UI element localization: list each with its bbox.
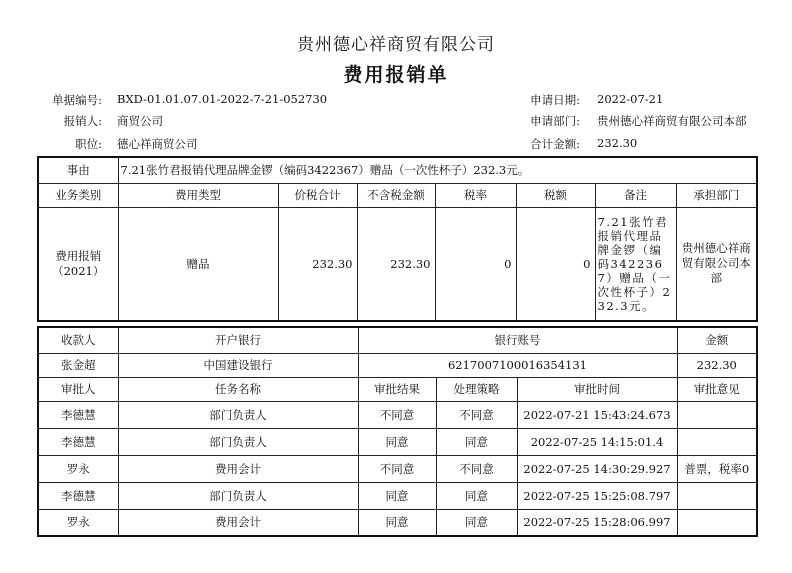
approval-result: 不同意 — [358, 455, 436, 482]
col-header-result: 审批结果 — [358, 377, 436, 401]
approval-strategy: 同意 — [436, 482, 517, 509]
approval-opinion — [677, 401, 757, 428]
reason-label: 事由 — [38, 157, 118, 183]
apply-dept-value: 贵州德心祥商贸有限公司本部 — [597, 114, 747, 128]
position-value: 德心祥商贸公司 — [117, 137, 198, 151]
expense-header-row — [38, 183, 757, 207]
approver: 李德慧 — [38, 482, 118, 509]
approval-row — [38, 455, 757, 482]
task-name: 费用会计 — [118, 509, 358, 536]
col-header-dept: 承担部门 — [676, 183, 757, 207]
col-header-opinion: 审批意见 — [677, 377, 757, 401]
payee-account: 6217007100016354131 — [358, 353, 677, 377]
approval-row — [38, 509, 757, 536]
approval-header-row — [38, 377, 757, 401]
approval-row — [38, 482, 757, 509]
approval-result: 不同意 — [358, 401, 436, 428]
approval-time: 2022-07-25 15:25:08.797 — [517, 482, 677, 509]
position-label: 职位: — [75, 137, 102, 151]
apply-dept-label: 申请部门: — [530, 114, 580, 128]
payee-header-row — [38, 327, 757, 353]
approval-strategy: 同意 — [436, 428, 517, 455]
col-header-total: 价税合计 — [278, 183, 357, 207]
expense-table — [37, 156, 758, 322]
col-header-tax-rate: 税率 — [435, 183, 516, 207]
approver: 李德慧 — [38, 428, 118, 455]
col-header-type: 费用类型 — [118, 183, 278, 207]
expense-category: 费用报销（2021） — [38, 207, 118, 321]
expense-type: 赠品 — [118, 207, 278, 321]
approval-time: 2022-07-25 14:30:29.927 — [517, 455, 677, 482]
col-header-task: 任务名称 — [118, 377, 358, 401]
reason-row — [38, 157, 757, 183]
col-header-remark: 备注 — [595, 183, 676, 207]
col-header-strategy: 处理策略 — [436, 377, 517, 401]
col-header-time: 审批时间 — [517, 377, 677, 401]
expense-remark: 7.21张竹君报销代理品牌金锣（编码3422367）赠品（一次性杯子）232.3元。 — [595, 207, 676, 321]
approval-opinion — [677, 509, 757, 536]
apply-date-value: 2022-07-21 — [597, 92, 664, 106]
expense-net: 232.30 — [357, 207, 435, 321]
approval-time: 2022-07-25 15:28:06.997 — [517, 509, 677, 536]
approval-strategy: 不同意 — [436, 401, 517, 428]
approver: 罗永 — [38, 509, 118, 536]
doc-no-label: 单据编号: — [52, 93, 102, 107]
document-title: 费用报销单 — [343, 64, 449, 86]
approval-opinion: 普票，税率0 — [677, 455, 757, 482]
col-header-bank: 开户银行 — [118, 327, 358, 353]
expense-dept: 贵州德心祥商贸有限公司本部 — [676, 207, 757, 321]
applicant-label: 报销人: — [63, 114, 102, 128]
expense-row — [38, 207, 757, 321]
approver: 罗永 — [38, 455, 118, 482]
approval-strategy: 同意 — [436, 509, 517, 536]
payee-row — [38, 353, 757, 377]
payee-approval-table — [37, 326, 758, 537]
col-header-category: 业务类别 — [38, 183, 118, 207]
col-header-approver: 审批人 — [38, 377, 118, 401]
task-name: 费用会计 — [118, 455, 358, 482]
col-header-amount: 金额 — [677, 327, 757, 353]
approval-opinion — [677, 428, 757, 455]
total-label: 合计金额: — [530, 137, 580, 151]
approval-result: 同意 — [358, 428, 436, 455]
approval-strategy: 不同意 — [436, 455, 517, 482]
task-name: 部门负责人 — [118, 401, 358, 428]
payee-name: 张金超 — [38, 353, 118, 377]
approval-row — [38, 401, 757, 428]
applicant-value: 商贸公司 — [117, 114, 163, 128]
company-name: 贵州德心祥商贸有限公司 — [297, 35, 495, 55]
approval-time: 2022-07-25 14:15:01.4 — [517, 428, 677, 455]
col-header-account: 银行账号 — [358, 327, 677, 353]
expense-tax: 0 — [516, 207, 595, 321]
doc-no-value: BXD-01.01.07.01-2022-7-21-052730 — [117, 92, 328, 106]
col-header-net: 不含税金额 — [357, 183, 435, 207]
approval-row — [38, 428, 757, 455]
expense-tax-rate: 0 — [435, 207, 516, 321]
reason-text: 7.21张竹君报销代理品牌金锣（编码3422367）赠品（一次性杯子）232.3元。 — [118, 157, 757, 183]
approval-result: 同意 — [358, 509, 436, 536]
approval-result: 同意 — [358, 482, 436, 509]
approval-opinion — [677, 482, 757, 509]
expense-total: 232.30 — [278, 207, 357, 321]
task-name: 部门负责人 — [118, 428, 358, 455]
col-header-tax: 税额 — [516, 183, 595, 207]
col-header-payee: 收款人 — [38, 327, 118, 353]
approver: 李德慧 — [38, 401, 118, 428]
payee-amount: 232.30 — [677, 353, 757, 377]
approval-time: 2022-07-21 15:43:24.673 — [517, 401, 677, 428]
apply-date-label: 申请日期: — [530, 93, 580, 107]
total-value: 232.30 — [597, 136, 638, 150]
payee-bank: 中国建设银行 — [118, 353, 358, 377]
task-name: 部门负责人 — [118, 482, 358, 509]
